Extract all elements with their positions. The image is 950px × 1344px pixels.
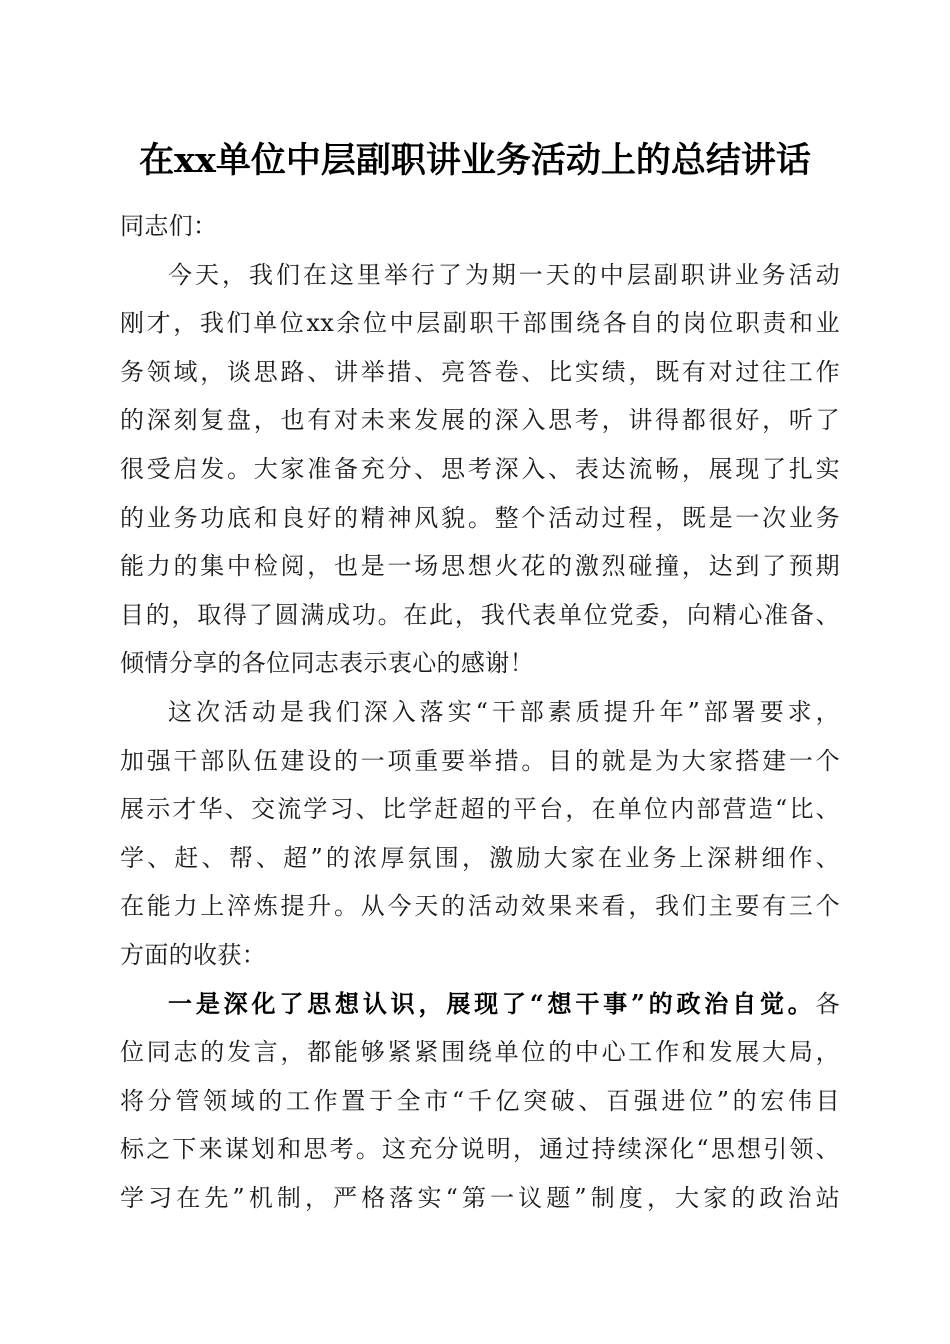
bold-lead-sentence: 一是深化了思想认识，展现了“想干事”的政治自觉。: [168, 988, 816, 1018]
paragraph-line: 加强干部队伍建设的一项重要举措。目的就是为大家搭建一个: [120, 746, 840, 775]
salutation: 同志们：: [120, 212, 218, 240]
paragraph-text: 各: [815, 989, 840, 1018]
paragraph-line: 方面的收获：: [120, 940, 267, 969]
paragraph-line-with-lead: [120, 980, 840, 1029]
paragraph-line: 今天，我们在这里举行了为期一天的中层副职讲业务活动: [168, 260, 840, 289]
paragraph-line: 展示才华、交流学习、比学赶超的平台，在单位内部营造“比、: [120, 795, 840, 824]
paragraph-line: 学、赶、帮、超”的浓厚氛围，激励大家在业务上深耕细作、: [120, 843, 840, 872]
paragraph-line: 的深刻复盘，也有对未来发展的深入思考，讲得都很好，听了: [120, 406, 840, 435]
document-title: 在xx单位中层副职讲业务活动上的总结讲话: [139, 140, 811, 181]
paragraph-line: 目的，取得了圆满成功。在此，我代表单位党委，向精心准备、: [120, 600, 840, 629]
paragraph-line: 学习在先”机制，严格落实“第一议题”制度，大家的政治站: [120, 1183, 840, 1212]
paragraph-line: 刚才，我们单位xx余位中层副职干部围绕各自的岗位职责和业: [120, 309, 840, 338]
paragraph-line: 的业务功底和良好的精神风貌。整个活动过程，既是一次业务: [120, 503, 840, 532]
paragraph-line: 倾情分享的各位同志表示衷心的感谢！: [120, 649, 534, 678]
document-body: [120, 202, 840, 1222]
paragraph-line: 这次活动是我们深入落实“干部素质提升年”部署要求，: [168, 697, 840, 726]
paragraph-line: 能力的集中检阅，也是一场思想火花的激烈碰撞，达到了预期: [120, 552, 840, 581]
paragraph-line: 很受启发。大家准备充分、思考深入、表达流畅，展现了扎实: [120, 454, 840, 483]
paragraph-line: 务领域，谈思路、讲举措、亮答卷、比实绩，既有对过往工作: [120, 357, 840, 386]
paragraph-line: 标之下来谋划和思考。这充分说明，通过持续深化“思想引领、: [120, 1135, 840, 1164]
paragraph-line: 将分管领域的工作置于全市“千亿突破、百强进位”的宏伟目: [120, 1086, 840, 1115]
paragraph-line: 在能力上淬炼提升。从今天的活动效果来看，我们主要有三个: [120, 892, 840, 921]
paragraph-line: 位同志的发言，都能够紧紧围绕单位的中心工作和发展大局，: [120, 1038, 840, 1067]
